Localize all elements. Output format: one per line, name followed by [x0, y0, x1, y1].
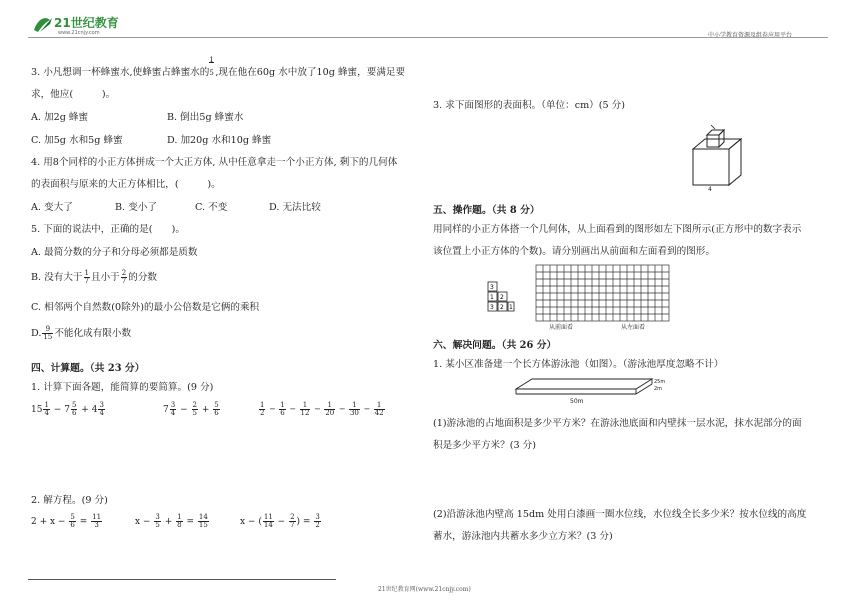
footer-text: 21世纪教育网(www.21cnjy.com): [378, 586, 471, 593]
q5-option-a: A. 最简分数的分子和分母必须都是质数: [31, 247, 198, 258]
grid-num-1: 3: [490, 284, 494, 291]
eq3-d3: 2: [315, 521, 320, 529]
e2-whole1: 7: [163, 405, 169, 415]
q3-fraction: [209, 56, 215, 79]
q5-option-d: [31, 326, 131, 341]
eq3-frac1: [263, 514, 274, 529]
e2-n2: 2: [192, 401, 197, 409]
e2-d3: 6: [214, 409, 219, 417]
footer-divider: [28, 579, 336, 580]
q5-b-frac2-num: 2: [121, 269, 127, 277]
q5-d-frac: [42, 326, 53, 341]
q3-text-a: 3. 小凡想调一杯蜂蜜水,使蜂蜜占蜂蜜水的: [31, 67, 210, 78]
e3-frac2: [279, 402, 285, 417]
sec5-line1: 用同样的小正方体搭一个几何体，从上面看到的图形如左下图所示(正方形中的数字表示: [433, 224, 802, 235]
e2-n1: 3: [170, 401, 176, 409]
q3-option-d: D. 加20g 水和10g 蜂蜜: [167, 135, 272, 146]
e3-d5: 30: [349, 409, 359, 417]
grid-num-3: 2: [500, 294, 504, 301]
e1-whole3: 4: [91, 405, 98, 415]
e3-op4: −: [338, 404, 346, 414]
q4-line1: 4. 用8个同样的小正方体拼成一个大正方体, 从中任意拿走一个小正方体, 剩下的几何体: [31, 157, 398, 168]
sec6-q1: 1. 某小区准备建一个长方体游泳池（如图）。（游泳池厚度忽略不计）: [433, 359, 724, 370]
label-front-view: 从前面看: [549, 324, 574, 331]
eq1-pre: 2 + x −: [31, 517, 66, 527]
calc-expr-1: [31, 402, 106, 417]
q3-text-b: ,现在他在60g 水中放了10g 蜂蜜，要满足要: [215, 67, 406, 78]
e3-frac4: [324, 402, 335, 417]
eq2-n3: 14: [198, 513, 208, 521]
e2-d1: 4: [170, 409, 176, 417]
eq2-frac1: [154, 514, 160, 529]
e1-op2: +: [81, 405, 89, 415]
eq1-d2: 3: [94, 521, 99, 529]
top-view-grid: [486, 280, 516, 314]
eq3-close: ) =: [296, 517, 311, 527]
q5-b-frac1: [84, 270, 90, 285]
eq1-n1: 5: [70, 513, 75, 521]
e1-op1: −: [53, 405, 62, 415]
eq3-op: −: [277, 517, 286, 527]
e1-frac2: [71, 402, 77, 417]
svg-text:www.21cnjy.com: www.21cnjy.com: [58, 30, 100, 36]
q3-option-b: B. 倒出5g 蜂蜜水: [167, 112, 244, 123]
eq3-frac2: [289, 514, 295, 529]
e1-whole1: 15: [31, 405, 43, 415]
equation-3: [240, 514, 322, 529]
q3-option-c: C. 加5g 水和5g 蜂蜜: [31, 135, 123, 146]
eq2-n1: 3: [155, 513, 160, 521]
e1-n2: 5: [71, 401, 77, 409]
q5-b-frac1-den: 7: [84, 277, 89, 285]
e3-n2: 1: [280, 401, 285, 409]
q5-d-frac-den: 15: [43, 333, 53, 341]
grid-num-4: 3: [490, 304, 494, 311]
eq2-frac3: [198, 514, 209, 529]
q3-option-a: A. 加2g 蜂蜜: [31, 112, 89, 123]
e3-d3: 12: [300, 409, 310, 417]
drawing-grid: [535, 264, 671, 332]
section5-title: 五、操作题。（共 8 分）: [433, 205, 540, 216]
q5-d-pre: D.: [31, 328, 42, 339]
e3-d6: 42: [374, 409, 384, 417]
q5-b-frac1-num: 1: [84, 269, 89, 277]
q4-line2: 的表面积与原来的大正方体相比，( )。: [31, 179, 221, 190]
e3-n5: 1: [349, 402, 360, 410]
e1-frac3: [98, 402, 104, 417]
pool-figure: [512, 375, 666, 409]
section6-title: 六、解决问题。（共 26 分）: [433, 340, 557, 351]
eq2-frac2: [176, 514, 182, 529]
grid-num-2: 1: [490, 294, 494, 301]
e3-op3: −: [314, 404, 321, 414]
label-left-view: 从左面看: [621, 324, 646, 331]
e3-n6: 1: [374, 402, 385, 410]
eq1-n2: 11: [92, 513, 102, 521]
surface-area-figure: [690, 123, 746, 193]
eq2-d1: 5: [155, 521, 160, 529]
sec6-sub2-line1: (2)沿游泳池内壁高 15dm 处用白漆画一圈水位线，水位线全长多少米？按水位线的高度: [433, 509, 807, 520]
header-platform-text: 中小学教育资源及组卷应用平台: [708, 32, 793, 39]
eq3-n3: 3: [315, 513, 320, 521]
e2-n3: 5: [214, 401, 219, 409]
e1-d2: 6: [71, 409, 77, 417]
e3-d4: 20: [325, 409, 335, 417]
q5-line1: 5. 下面的说法中，正确的是( )。: [31, 224, 186, 235]
e3-op2: −: [289, 404, 296, 414]
e1-frac1: [43, 402, 49, 417]
sec4-q1: 1. 计算下面各题，能简算的要简算。(9 分): [31, 382, 214, 393]
e3-d1: 2: [260, 409, 265, 417]
e2-frac3: [213, 402, 219, 417]
eq2-pre: x −: [135, 517, 151, 527]
figure-edge-label: 4: [708, 186, 712, 193]
q5-b-frac2-den: 7: [121, 277, 127, 285]
q3-frac-den: 5: [209, 69, 214, 77]
sec6-sub1-line1: (1)游泳池的占地面积是多少平方米？在游泳池底面和内壁抹一层水泥，抹水泥部分的面: [433, 418, 802, 429]
eq2-n2: 1: [177, 513, 182, 521]
e2-op1: −: [180, 405, 188, 415]
eq3-pre: x − (: [240, 517, 262, 527]
q5-d-frac-num: 9: [42, 326, 53, 334]
e2-d2: 5: [192, 409, 197, 417]
q5-option-c: C. 相邻两个自然数(0除外)的最小公倍数是它俩的乘积: [31, 302, 260, 313]
sec5-line2: 该位置上小正方体的个数)。请分别画出从前面和左面看到的图形。: [433, 246, 715, 257]
pool-length-label: 50m: [570, 398, 584, 405]
eq1-d1: 6: [70, 521, 75, 529]
e3-frac5: [349, 402, 360, 417]
e2-frac2: [192, 402, 198, 417]
eq3-frac3: [314, 514, 320, 529]
section4-title: 四、计算题。（共 23 分）: [31, 363, 145, 374]
eq1-frac1: [69, 514, 75, 529]
q4-option-a: A. 变大了: [31, 202, 73, 213]
q4-option-d: D. 无法比较: [269, 202, 321, 213]
right-q3: 3. 求下面图形的表面积。（单位：cm）(5 分): [433, 100, 626, 111]
eq3-d2: 7: [290, 521, 295, 529]
eq3-d1: 14: [263, 521, 273, 529]
sec4-q2: 2. 解方程。(9 分): [31, 495, 108, 506]
q3-frac-bar: [209, 62, 214, 63]
q3-frac-num: 1: [209, 56, 214, 64]
e1-n1: 1: [44, 401, 49, 409]
e1-d1: 4: [44, 409, 49, 417]
e3-frac6: [374, 402, 385, 417]
q5-b-post: 的分数: [128, 272, 158, 283]
q5-option-b: [31, 270, 157, 285]
sec6-sub1-line2: 积是多少平方米？(3 分): [433, 440, 536, 451]
eq2-d3: 15: [198, 521, 208, 529]
e1-whole2: 7: [64, 405, 70, 415]
e3-n4: 1: [324, 402, 335, 410]
grid-num-5: 2: [500, 304, 504, 311]
q3-line2: 求，他应( )。: [31, 89, 116, 100]
svg-text:21世纪教育: 21世纪教育: [54, 16, 119, 30]
q5-b-mid: 且小于: [91, 272, 120, 283]
q5-b-frac2: [121, 270, 127, 285]
q3-line1: [31, 56, 406, 79]
eq2-equals: =: [186, 517, 195, 527]
sec6-sub2-line2: 蓄水，游泳池内共蓄水多少立方米？(3 分): [433, 531, 613, 542]
grid-num-6: 1: [509, 304, 513, 311]
calc-expr-2: [163, 402, 221, 417]
pool-depth-label: 2m: [654, 386, 663, 392]
e3-op5: −: [363, 404, 371, 414]
e3-frac3: [300, 402, 311, 417]
eq3-n1: 11: [263, 513, 273, 521]
q5-b-pre: B. 没有大于: [31, 272, 83, 283]
site-logo: [30, 12, 130, 36]
q4-option-b: B. 变小了: [115, 202, 157, 213]
e2-op2: +: [201, 405, 210, 415]
q5-d-post: 不能化成有限小数: [54, 328, 132, 339]
calc-expr-3: [258, 402, 386, 417]
e3-frac1: [259, 402, 265, 417]
e3-op1: −: [269, 404, 276, 414]
equation-2: [135, 514, 210, 529]
e1-d3: 4: [99, 409, 104, 417]
equation-1: [31, 514, 103, 529]
eq1-equals: =: [79, 517, 88, 527]
e2-frac1: [170, 402, 176, 417]
e3-n3: 1: [300, 402, 311, 410]
header-divider: [28, 37, 828, 38]
e3-n1: 1: [260, 401, 265, 409]
e1-n3: 3: [99, 401, 104, 409]
q4-option-c: C. 不变: [195, 202, 228, 213]
e3-d2: 6: [280, 409, 285, 417]
pool-width-label: 25m: [654, 379, 666, 385]
eq2-op: +: [164, 517, 173, 527]
eq1-frac2: [91, 514, 102, 529]
eq2-d2: 8: [177, 521, 182, 529]
eq3-n2: 2: [290, 513, 295, 521]
